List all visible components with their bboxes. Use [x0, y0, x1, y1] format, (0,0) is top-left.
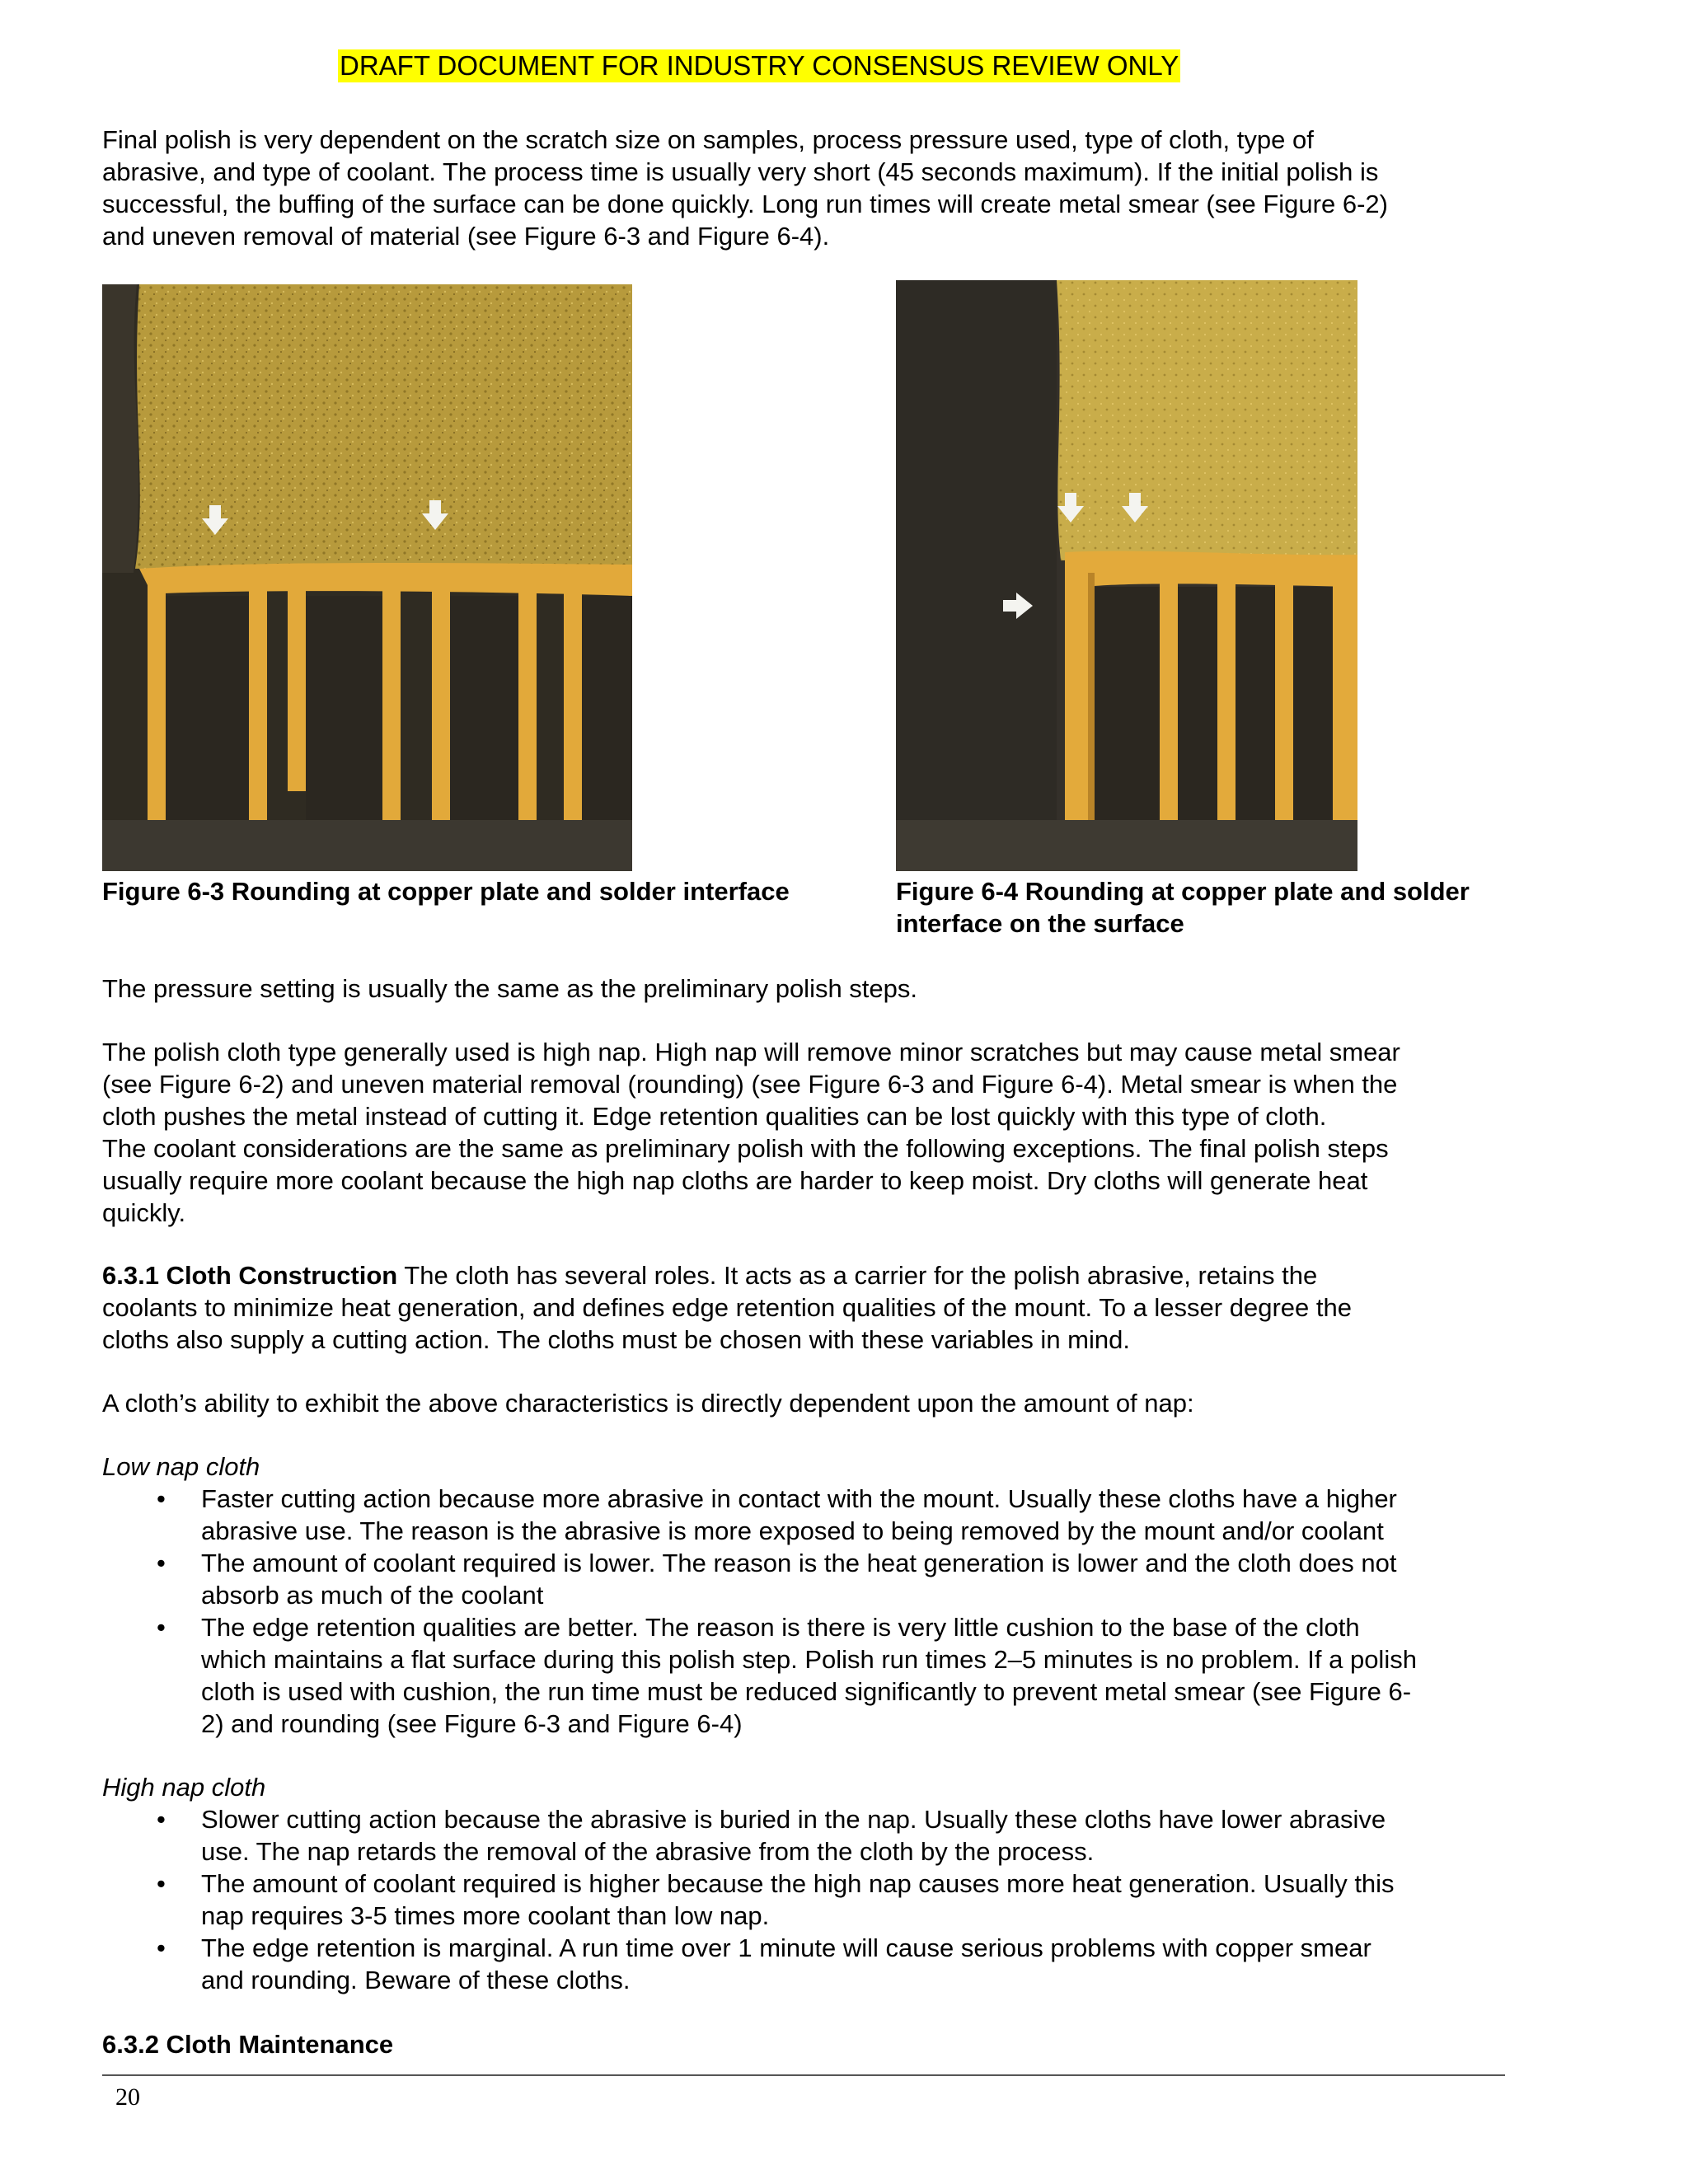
- figure-6-3-caption: Figure 6-3 Rounding at copper plate and solder interface: [102, 877, 790, 906]
- list-item: [102, 1803, 1520, 1868]
- list-item-line: and rounding. Beware of these cloths.: [201, 1966, 631, 1994]
- low-nap-title: Low nap cloth: [102, 1452, 260, 1481]
- bullet-icon: •: [157, 1484, 166, 1513]
- cloth-type-line: quickly.: [102, 1198, 186, 1227]
- list-item-line: The amount of coolant required is lower. The reason is the heat generation is lower and the cloth does not: [201, 1549, 1397, 1577]
- cloth-type-line: The polish cloth type generally used is high nap. High nap will remove minor scratches but may cause metal smear: [102, 1038, 1400, 1066]
- section-6-3-1-text: The cloth has several roles. It acts as a carrier for the polish abrasive, retains the: [397, 1261, 1318, 1290]
- intro-line: and uneven removal of material (see Figure 6-3 and Figure 6-4).: [102, 222, 830, 251]
- bullet-icon: •: [157, 1869, 166, 1898]
- figure-6-4-caption-line: Figure 6-4 Rounding at copper plate and solder: [896, 877, 1470, 906]
- bullet-icon: •: [157, 1805, 166, 1834]
- bullet-icon: •: [157, 1549, 166, 1577]
- list-item: [102, 1483, 1520, 1547]
- nap-intro: A cloth’s ability to exhibit the above characteristics is directly dependent upon the amount of nap:: [102, 1389, 1194, 1418]
- list-item-line: The amount of coolant required is higher because the high nap causes more heat generation. Usually this: [201, 1869, 1395, 1898]
- list-item-line: The edge retention is marginal. A run time over 1 minute will cause serious problems with copper smear: [201, 1933, 1372, 1962]
- list-item: [102, 1868, 1520, 1932]
- list-item-line: cloth is used with cushion, the run time must be reduced significantly to prevent metal smear (see Figure 6-: [201, 1677, 1412, 1706]
- section-6-3-1-line: coolants to minimize heat generation, and defines edge retention qualities of the mount. To a lesser degree the: [102, 1293, 1352, 1322]
- pressure-paragraph: The pressure setting is usually the same as the preliminary polish steps.: [102, 974, 918, 1003]
- list-item-line: which maintains a flat surface during this polish step. Polish run times 2–5 minutes is no problem. If a polish: [201, 1645, 1417, 1674]
- section-6-3-2-heading: 6.3.2 Cloth Maintenance: [102, 2030, 394, 2059]
- cloth-type-line: cloth pushes the metal instead of cutting it. Edge retention qualities can be lost quickly with this type of cloth.: [102, 1102, 1327, 1131]
- cloth-type-line: usually require more coolant because the high nap cloths are harder to keep moist. Dry cloths will generate heat: [102, 1166, 1368, 1195]
- intro-line: abrasive, and type of coolant. The process time is usually very short (45 seconds maximum). If the initial polish is: [102, 157, 1379, 186]
- list-item: [102, 1611, 1520, 1740]
- figure-6-4-caption-line: interface on the surface: [896, 909, 1184, 938]
- high-nap-list: [102, 1803, 1520, 1996]
- figure-6-3-micrograph: [102, 284, 632, 871]
- bullet-icon: •: [157, 1933, 166, 1962]
- list-item-line: use. The nap retards the removal of the abrasive from the cloth by the process.: [201, 1837, 1095, 1866]
- figure-6-4-micrograph: [896, 280, 1357, 871]
- intro-line: Final polish is very dependent on the scratch size on samples, process pressure used, type of cloth, type of: [102, 125, 1314, 154]
- list-item-line: Slower cutting action because the abrasive is buried in the nap. Usually these cloths have lower abrasive: [201, 1805, 1386, 1834]
- list-item-line: Faster cutting action because more abrasive in contact with the mount. Usually these cloths have a higher: [201, 1484, 1397, 1513]
- list-item-line: nap requires 3-5 times more coolant than low nap.: [201, 1901, 770, 1930]
- section-6-3-1-line: cloths also supply a cutting action. The cloths must be chosen with these variables in mind.: [102, 1325, 1130, 1354]
- cloth-type-line: (see Figure 6-2) and uneven material removal (rounding) (see Figure 6-3 and Figure 6-4). Metal smear is when the: [102, 1070, 1398, 1099]
- bullet-icon: •: [157, 1613, 166, 1642]
- cloth-type-line: The coolant considerations are the same as preliminary polish with the following exceptions. The final polish steps: [102, 1134, 1389, 1163]
- high-nap-title: High nap cloth: [102, 1773, 266, 1802]
- list-item-line: absorb as much of the coolant: [201, 1581, 544, 1610]
- section-6-3-1-heading: 6.3.1 Cloth Construction: [102, 1261, 398, 1290]
- footer-rule: [102, 2074, 1505, 2076]
- list-item-line: 2) and rounding (see Figure 6-3 and Figure 6-4): [201, 1709, 743, 1738]
- figure-6-4-caption: [896, 875, 1470, 940]
- intro-line: successful, the buffing of the surface can be done quickly. Long run times will create metal smear (see Figure 6-2): [102, 190, 1388, 218]
- page-number: 20: [115, 2083, 140, 2111]
- list-item-line: abrasive use. The reason is the abrasive is more exposed to being removed by the mount and/or coolant: [201, 1516, 1384, 1545]
- list-item-line: The edge retention qualities are better. The reason is there is very little cushion to the base of the cloth: [201, 1613, 1360, 1642]
- section-6-3-1-first-line: [102, 1259, 1520, 1291]
- list-item: [102, 1932, 1520, 1996]
- draft-banner: DRAFT DOCUMENT FOR INDUSTRY CONSENSUS REVIEW ONLY: [340, 50, 1179, 81]
- list-item: [102, 1547, 1520, 1611]
- low-nap-list: [102, 1483, 1520, 1740]
